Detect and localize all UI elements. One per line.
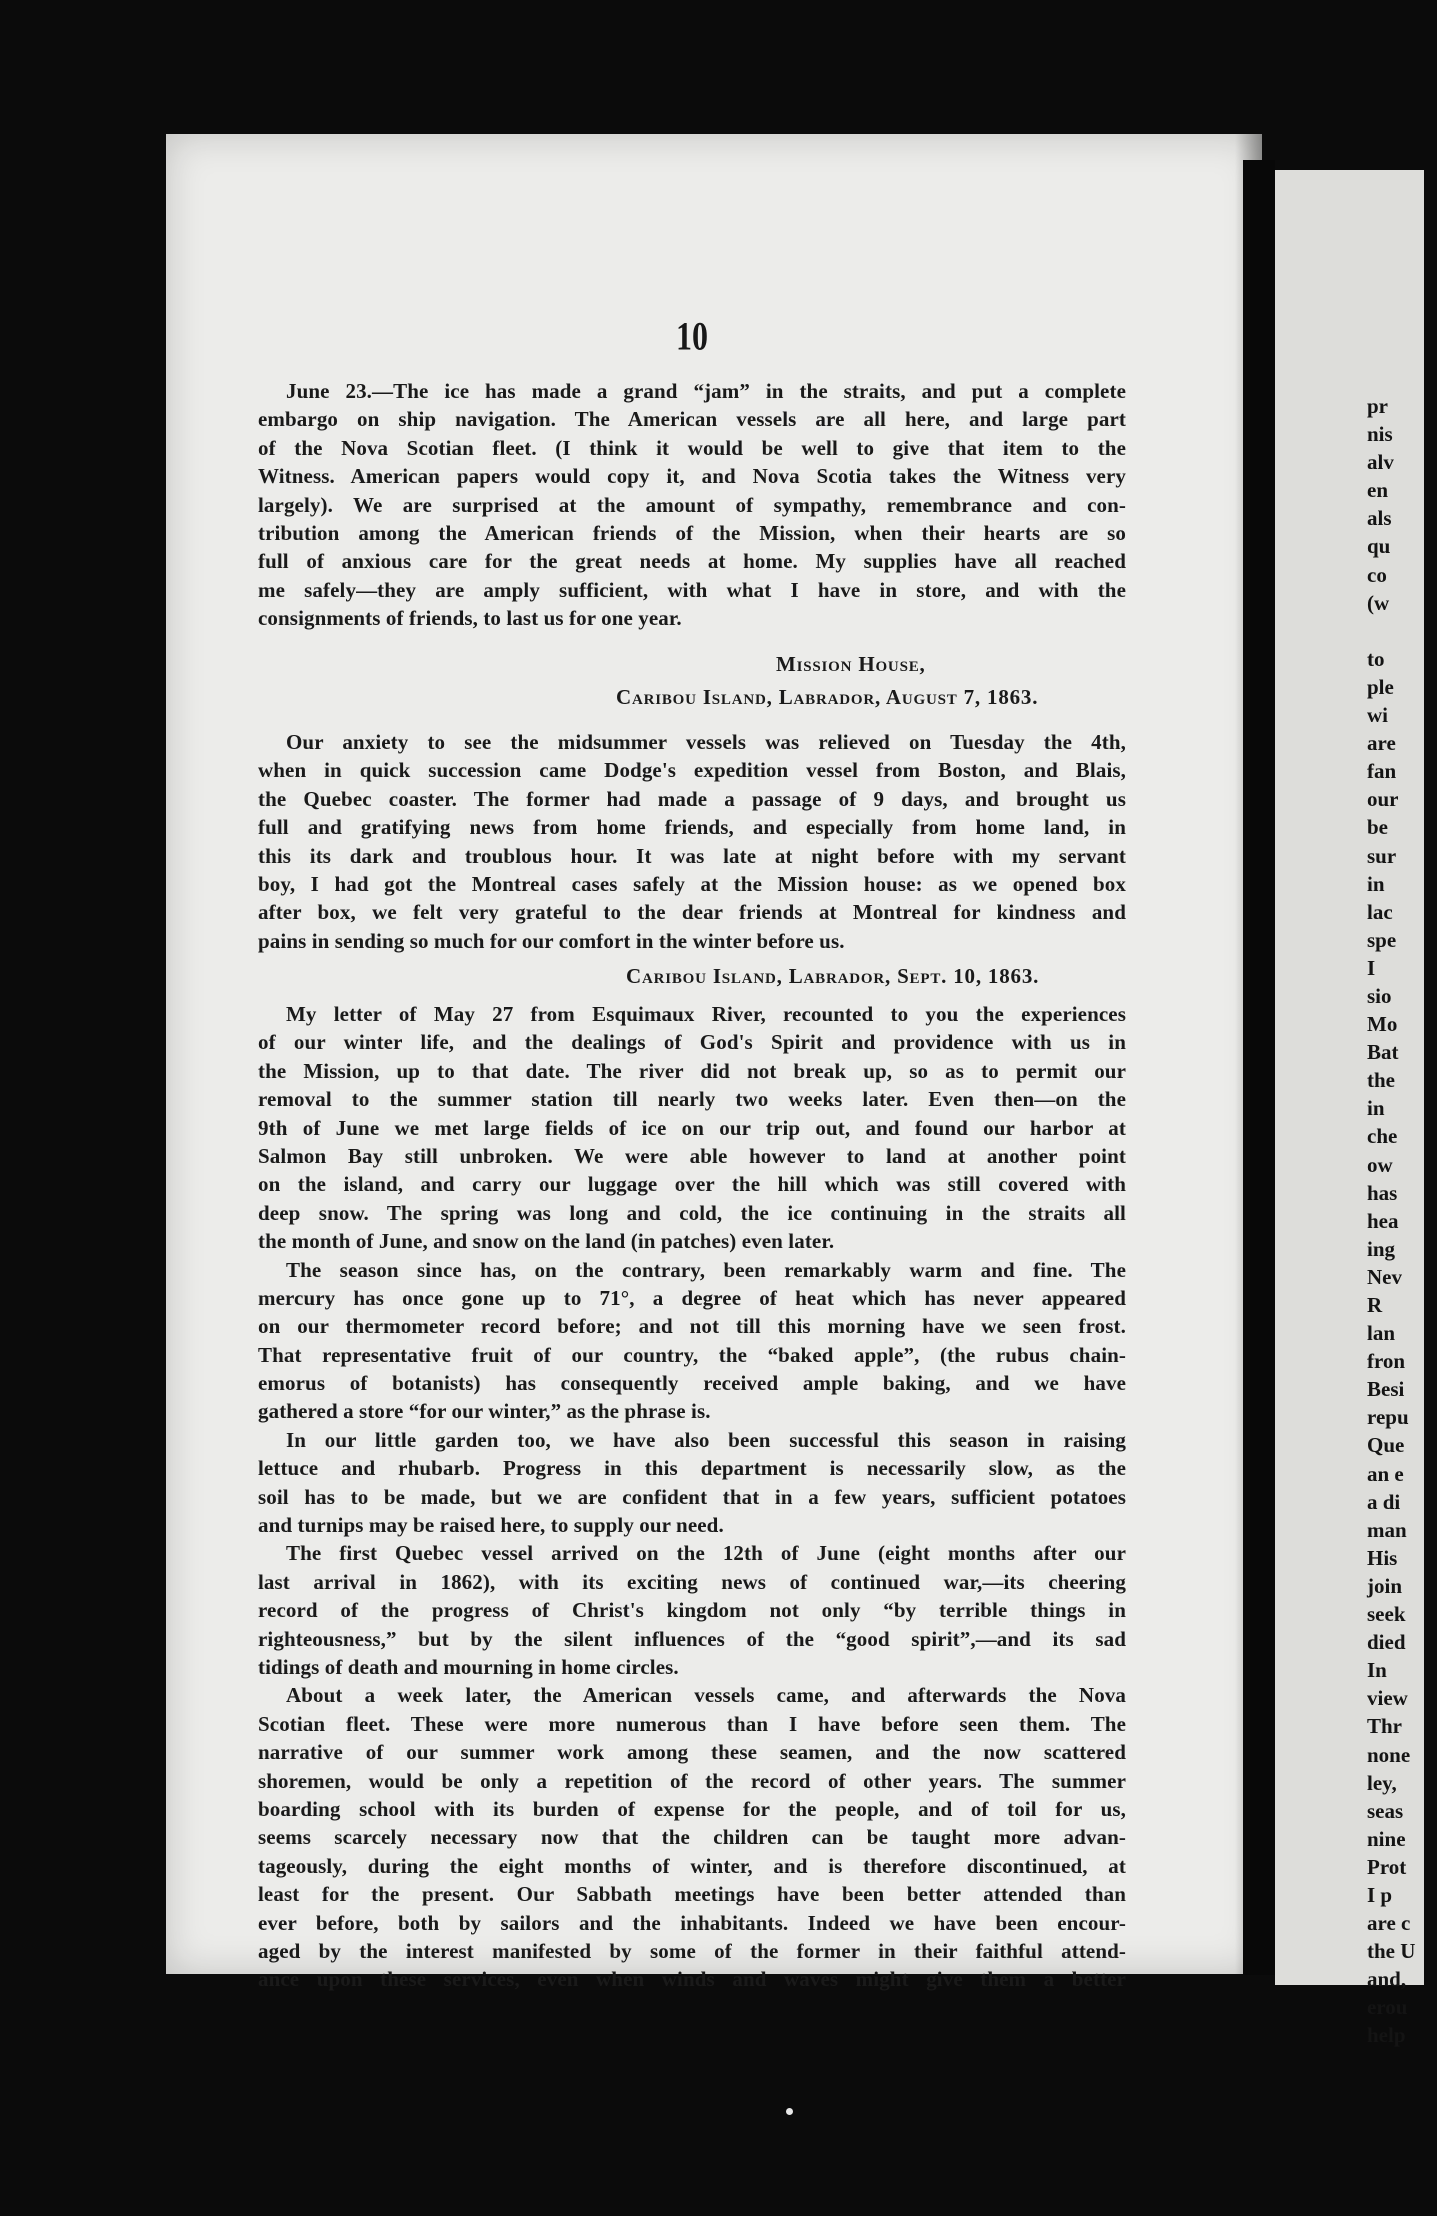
facing-page-fragment: be	[1367, 815, 1388, 840]
text-line: of the Nova Scotian fleet. (I think it would be well to give that item to the	[258, 435, 1126, 460]
text-line: boy, I had got the Montreal cases safely at the Mission house: as we opened box	[258, 871, 1126, 896]
facing-page-fragment: join	[1367, 1573, 1403, 1598]
text-line: Salmon Bay still unbroken. We were able however to land at another point	[258, 1143, 1126, 1168]
text-line: mercury has once gone up to 71°, a degree of heat which has never appeared	[258, 1285, 1126, 1310]
dateline-august: Caribou Island, Labrador, August 7, 1863.	[616, 685, 1039, 709]
facing-page-fragment: His	[1367, 1545, 1398, 1570]
text-line: full of anxious care for the great needs at home. My supplies have all reached	[258, 549, 1126, 574]
facing-page-fragment	[1367, 617, 1437, 645]
facing-page-fragment: ow	[1367, 1152, 1393, 1177]
text-line: removal to the summer station till nearly two weeks later. Even then—on the	[258, 1087, 1126, 1112]
facing-page-fragment: sur	[1367, 843, 1397, 868]
text-line: About a week later, the American vessels came, and afterwards the Nova	[286, 1683, 1126, 1708]
facing-page-fragment: seas	[1367, 1798, 1404, 1823]
text-line: me safely—they are amply sufficient, with what I have in store, and with the	[258, 577, 1126, 602]
facing-page-fragment: has	[1367, 1180, 1398, 1205]
dateline-september: Caribou Island, Labrador, Sept. 10, 1863.	[626, 964, 1040, 988]
facing-page-fragment: the	[1367, 1068, 1395, 1093]
text-line: Our anxiety to see the midsummer vessels was relieved on Tuesday the 4th,	[286, 730, 1126, 754]
facing-page-fragment: died	[1367, 1630, 1406, 1655]
text-line: full and gratifying news from home friends, and especially from home land, in	[258, 815, 1126, 840]
text-line: emorus of botanists) has consequently received ample baking, and we have	[258, 1371, 1126, 1396]
facing-page-fragment: ing	[1367, 1236, 1396, 1261]
text-line: consignments of friends, to last us for one year.	[258, 606, 682, 631]
facing-page-fragment: spe	[1367, 927, 1397, 952]
text-line: narrative of our summer work among these seamen, and the now scattered	[258, 1740, 1126, 1765]
text-line: lettuce and rhubarb. Progress in this department is necessarily slow, as the	[258, 1456, 1126, 1481]
text-line: gathered a store “for our winter,” as the phrase is.	[258, 1399, 711, 1424]
facing-page-fragment: repu	[1367, 1405, 1409, 1430]
text-line: Scotian fleet. These were more numerous than I have before seen them. The	[258, 1711, 1126, 1736]
facing-page-fragment: and,	[1367, 1967, 1407, 1992]
facing-page-fragment: Thr	[1367, 1714, 1403, 1739]
text-line: ance upon these services, even when winds and waves might give them a better	[258, 1967, 1126, 1992]
facing-page-fragment: to	[1367, 646, 1385, 671]
facing-page-fragment: co	[1367, 562, 1387, 587]
text-line: My letter of May 27 from Esquimaux River, recounted to you the experiences	[286, 1002, 1126, 1026]
text-line: embargo on ship navigation. The American vessels are all here, and large part	[258, 407, 1126, 432]
text-line: deep snow. The spring was long and cold, the ice continuing in the straits all	[258, 1200, 1126, 1225]
facing-page-fragment: en	[1367, 478, 1388, 503]
text-line: tidings of death and mourning in home circles.	[258, 1654, 679, 1679]
heading-mission-house: Mission House,	[776, 652, 926, 676]
scan-artifact-dot	[786, 2108, 793, 2115]
facing-page-fragment: In	[1367, 1658, 1387, 1683]
text-line: on the island, and carry our luggage over the hill which was still covered with	[258, 1172, 1126, 1197]
september-letter	[258, 1000, 1126, 1994]
text-line: shoremen, would be only a repetition of the record of other years. The summer	[258, 1768, 1126, 1793]
facing-page-fragment: fron	[1367, 1349, 1406, 1374]
text-line: the Mission, up to that date. The river did not break up, so as to permit our	[258, 1058, 1126, 1083]
text-line: That representative fruit of our country, the “baked apple”, (the rubus chain-	[258, 1342, 1126, 1367]
text-line: this its dark and troublous hour. It was late at night before with my servant	[258, 843, 1126, 868]
facing-page-fragment: wi	[1367, 703, 1388, 728]
facing-page-fragment: I p	[1367, 1882, 1393, 1907]
facing-page-fragment: are	[1367, 731, 1396, 756]
text-line: The first Quebec vessel arrived on the 12th of June (eight months after our	[286, 1541, 1126, 1566]
facing-page-fragment: hea	[1367, 1208, 1399, 1233]
text-line: the month of June, and snow on the land (in patches) even later.	[258, 1229, 835, 1254]
facing-page-fragment: fan	[1367, 759, 1397, 784]
facing-page-fragment: man	[1367, 1517, 1407, 1542]
text-line: and turnips may be raised here, to supply our need.	[258, 1513, 724, 1538]
facing-page-fragment: erou	[1367, 1995, 1408, 2020]
opening-paragraph	[258, 377, 1126, 633]
facing-page-fragment: nine	[1367, 1826, 1406, 1851]
facing-page-fragment: ley,	[1367, 1770, 1397, 1795]
facing-page-fragment: an e	[1367, 1461, 1404, 1486]
facing-page-fragment: seek	[1367, 1602, 1406, 1627]
text-line: last arrival in 1862), with its exciting news of continued war,—its cheering	[258, 1569, 1126, 1594]
text-line: on our thermometer record before; and not till this morning have we seen frost.	[258, 1314, 1126, 1339]
facing-page-fragment: the U	[1367, 1939, 1416, 1964]
august-paragraph	[258, 728, 1126, 955]
facing-page-fragment: a di	[1367, 1489, 1401, 1514]
text-line: after box, we felt very grateful to the dear friends at Montreal for kindness and	[258, 900, 1126, 925]
facing-page-fragment: ple	[1367, 674, 1394, 699]
facing-page-fragment: Prot	[1367, 1854, 1407, 1879]
facing-page-text	[1367, 392, 1437, 2050]
text-line: record of the progress of Christ's kingdom not only “by terrible things in	[258, 1598, 1126, 1623]
facing-page-fragment: help	[1367, 2023, 1406, 2048]
text-line: 9th of June we met large fields of ice on our trip out, and found our harbor at	[258, 1115, 1126, 1140]
facing-page-fragment: nis	[1367, 422, 1393, 447]
text-line: when in quick succession came Dodge's expedition vessel from Boston, and Blais,	[258, 758, 1126, 783]
text-line: least for the present. Our Sabbath meetings have been better attended than	[258, 1882, 1126, 1907]
facing-page	[1275, 170, 1424, 2048]
facing-page-fragment: in	[1367, 1096, 1385, 1121]
facing-page-fragment: pr	[1367, 394, 1388, 418]
facing-page-fragment: are c	[1367, 1911, 1411, 1936]
text-line: largely). We are surprised at the amount of sympathy, remembrance and con-	[258, 492, 1126, 517]
facing-page-fragment: als	[1367, 506, 1392, 531]
facing-page-fragment: in	[1367, 871, 1385, 896]
facing-page-fragment: che	[1367, 1124, 1398, 1149]
text-line: tageously, during the eight months of winter, and is therefore discontinued, at	[258, 1853, 1126, 1878]
text-line: seems scarcely necessary now that the children can be taught more advan-	[258, 1825, 1126, 1850]
facing-page-fragment: (w	[1367, 590, 1390, 615]
text-line: pains in sending so much for our comfort in the winter before us.	[258, 928, 845, 953]
facing-page-fragment: alv	[1367, 450, 1394, 475]
facing-page-fragment: sio	[1367, 983, 1392, 1008]
facing-page-fragment: Besi	[1367, 1377, 1405, 1402]
facing-page-fragment: Que	[1367, 1433, 1405, 1458]
facing-page-fragment: I	[1367, 955, 1376, 980]
text-line: righteousness,” but by the silent influences of the “good spirit”,—and its sad	[258, 1626, 1126, 1651]
text-line: The season since has, on the contrary, been remarkably warm and fine. The	[286, 1257, 1126, 1282]
text-line: tribution among the American friends of the Mission, when their hearts are so	[258, 520, 1126, 545]
book-gutter	[1243, 160, 1275, 1975]
text-line: aged by the interest manifested by some of the former in their faithful attend-	[258, 1938, 1126, 1963]
text-line: the Quebec coaster. The former had made a passage of 9 days, and brought us	[258, 786, 1126, 811]
text-line: boarding school with its burden of expense for the people, and of toil for us,	[258, 1796, 1126, 1821]
facing-page-fragment: R	[1367, 1293, 1383, 1317]
facing-page-fragment: lac	[1367, 899, 1393, 924]
text-line: Witness. American papers would copy it, and Nova Scotia takes the Witness very	[258, 464, 1126, 489]
text-line: soil has to be made, but we are confident that in a few years, sufficient potatoes	[258, 1484, 1126, 1509]
text-line: June 23.—The ice has made a grand “jam” in the straits, and put a complete	[286, 379, 1126, 403]
facing-page-fragment: Mo	[1367, 1012, 1398, 1037]
facing-page-fragment: Bat	[1367, 1040, 1399, 1065]
facing-page-fragment: none	[1367, 1742, 1411, 1767]
text-line: of our winter life, and the dealings of God's Spirit and providence with us in	[258, 1030, 1126, 1055]
facing-page-fragment: lan	[1367, 1321, 1396, 1346]
text-line: ever before, both by sailors and the inhabitants. Indeed we have been encour-	[258, 1910, 1126, 1935]
facing-page-fragment: view	[1367, 1686, 1408, 1711]
facing-page-fragment: qu	[1367, 534, 1391, 559]
facing-page-fragment: Nev	[1367, 1264, 1402, 1289]
text-line: In our little garden too, we have also been successful this season in raising	[286, 1427, 1126, 1452]
facing-page-fragment: our	[1367, 787, 1399, 812]
page-number: 10	[676, 313, 708, 359]
